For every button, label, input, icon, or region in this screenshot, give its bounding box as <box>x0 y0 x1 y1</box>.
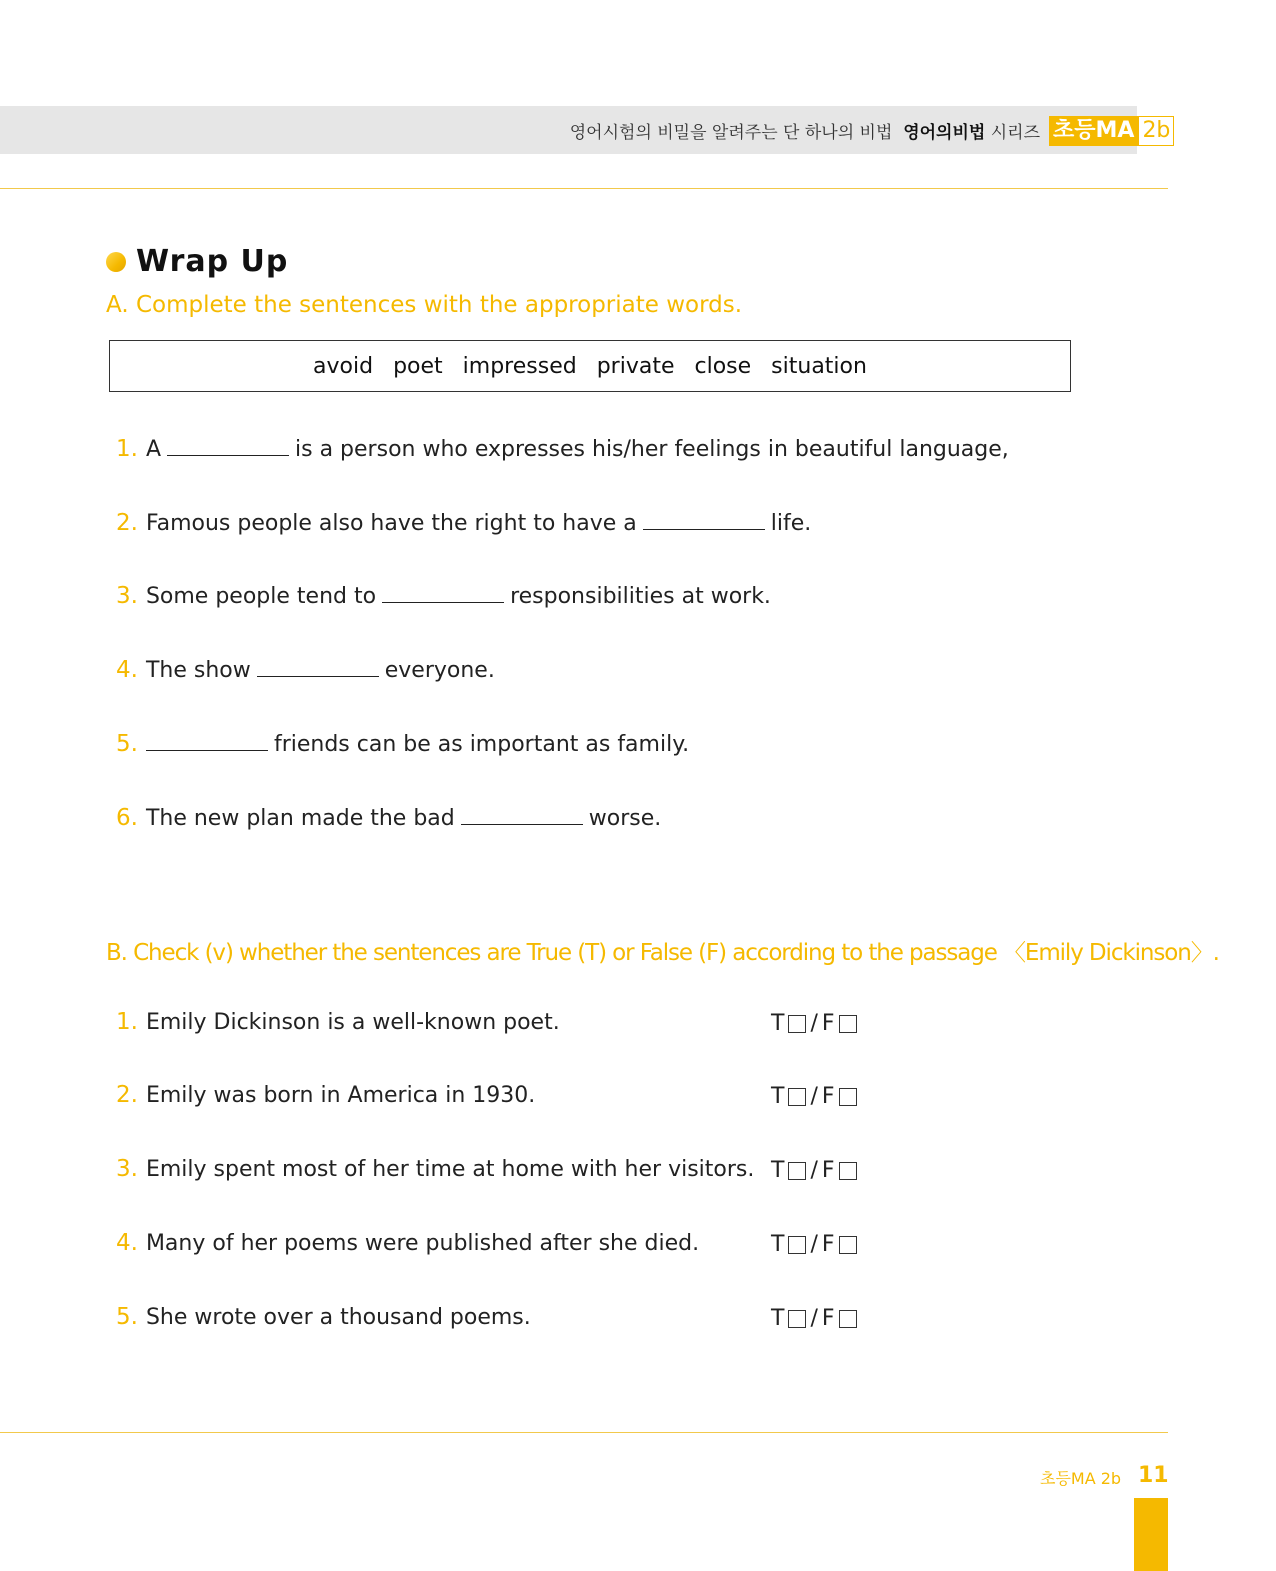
item-number: 1. <box>116 1009 138 1035</box>
true-false-item: 2. Emily was born in America in 1930. <box>116 1082 536 1108</box>
badge-main: 초등MA <box>1049 116 1138 146</box>
true-checkbox[interactable] <box>788 1015 806 1033</box>
true-false-choice: T / F <box>771 1232 857 1257</box>
answer-blank[interactable] <box>643 511 765 530</box>
item-number: 4. <box>116 1230 138 1256</box>
word-bank-item: situation <box>771 353 867 379</box>
false-checkbox[interactable] <box>839 1088 857 1106</box>
item-number: 5. <box>116 1304 138 1330</box>
series-suffix: 시리즈 <box>990 123 1040 143</box>
page-title: Wrap Up <box>136 244 289 279</box>
item-number: 5. <box>116 731 138 757</box>
fill-blank-item: 6. The new plan made the bad worse. <box>116 805 662 831</box>
word-bank-item: poet <box>393 353 443 379</box>
section-title <box>106 244 288 279</box>
true-false-item: 3. Emily spent most of her time at home with her visitors. <box>116 1156 755 1182</box>
footer-series: 초등MA 2b <box>1040 1469 1122 1488</box>
bullet-dot-icon <box>106 252 126 272</box>
item-number: 2. <box>116 1082 138 1108</box>
word-bank-item: impressed <box>462 353 577 379</box>
answer-blank[interactable] <box>382 584 504 603</box>
false-checkbox[interactable] <box>839 1162 857 1180</box>
true-false-item: 1. Emily Dickinson is a well-known poet. <box>116 1009 560 1035</box>
section-a-heading: A. Complete the sentences with the appropriate words. <box>106 292 743 318</box>
fill-blank-item: 4. The show everyone. <box>116 657 495 683</box>
fill-blank-item: 3. Some people tend to responsibilities at work. <box>116 583 771 609</box>
answer-blank[interactable] <box>257 658 379 677</box>
word-bank-item: private <box>596 353 675 379</box>
false-checkbox[interactable] <box>839 1236 857 1254</box>
true-false-choice: T / F <box>771 1084 857 1109</box>
series-name: 영어의비법 <box>903 123 986 143</box>
true-false-choice: T / F <box>771 1158 857 1183</box>
answer-blank[interactable] <box>461 806 583 825</box>
page-corner-bar <box>1134 1498 1168 1571</box>
item-number: 4. <box>116 657 138 683</box>
item-number: 2. <box>116 510 138 536</box>
fill-blank-item: 1. A is a person who expresses his/her feelings in beautiful language, <box>116 436 1009 462</box>
true-false-choice: T / F <box>771 1011 857 1036</box>
fill-blank-item: 2. Famous people also have the right to have a life. <box>116 510 812 536</box>
item-number: 3. <box>116 1156 138 1182</box>
true-false-item: 4. Many of her poems were published after she died. <box>116 1230 700 1256</box>
word-bank-item: close <box>694 353 752 379</box>
item-number: 6. <box>116 805 138 831</box>
fill-blank-item: 5. friends can be as important as family. <box>116 731 690 757</box>
item-number: 1. <box>116 436 138 462</box>
footer-rule <box>0 1432 1168 1433</box>
word-bank <box>109 340 1071 392</box>
section-b-heading: B. Check (v) whether the sentences are True (T) or False (F) according to the passage 〈Emily Dickinson〉. <box>106 940 1219 966</box>
word-bank-item: avoid <box>313 353 374 379</box>
true-checkbox[interactable] <box>788 1236 806 1254</box>
answer-blank[interactable] <box>146 732 268 751</box>
true-false-item: 5. She wrote over a thousand poems. <box>116 1304 531 1330</box>
false-checkbox[interactable] <box>839 1310 857 1328</box>
answer-blank[interactable] <box>167 437 289 456</box>
true-checkbox[interactable] <box>788 1310 806 1328</box>
header-rule <box>0 188 1168 189</box>
true-false-choice: T / F <box>771 1306 857 1331</box>
badge-grade: 2b <box>1138 116 1174 146</box>
true-checkbox[interactable] <box>788 1162 806 1180</box>
page-number: 11 <box>1138 1463 1169 1488</box>
false-checkbox[interactable] <box>839 1015 857 1033</box>
true-checkbox[interactable] <box>788 1088 806 1106</box>
header-tagline: 영어시험의 비밀을 알려주는 단 하나의 비법 영어의비법 시리즈 <box>569 123 1040 143</box>
item-number: 3. <box>116 583 138 609</box>
book-badge <box>1049 116 1174 146</box>
